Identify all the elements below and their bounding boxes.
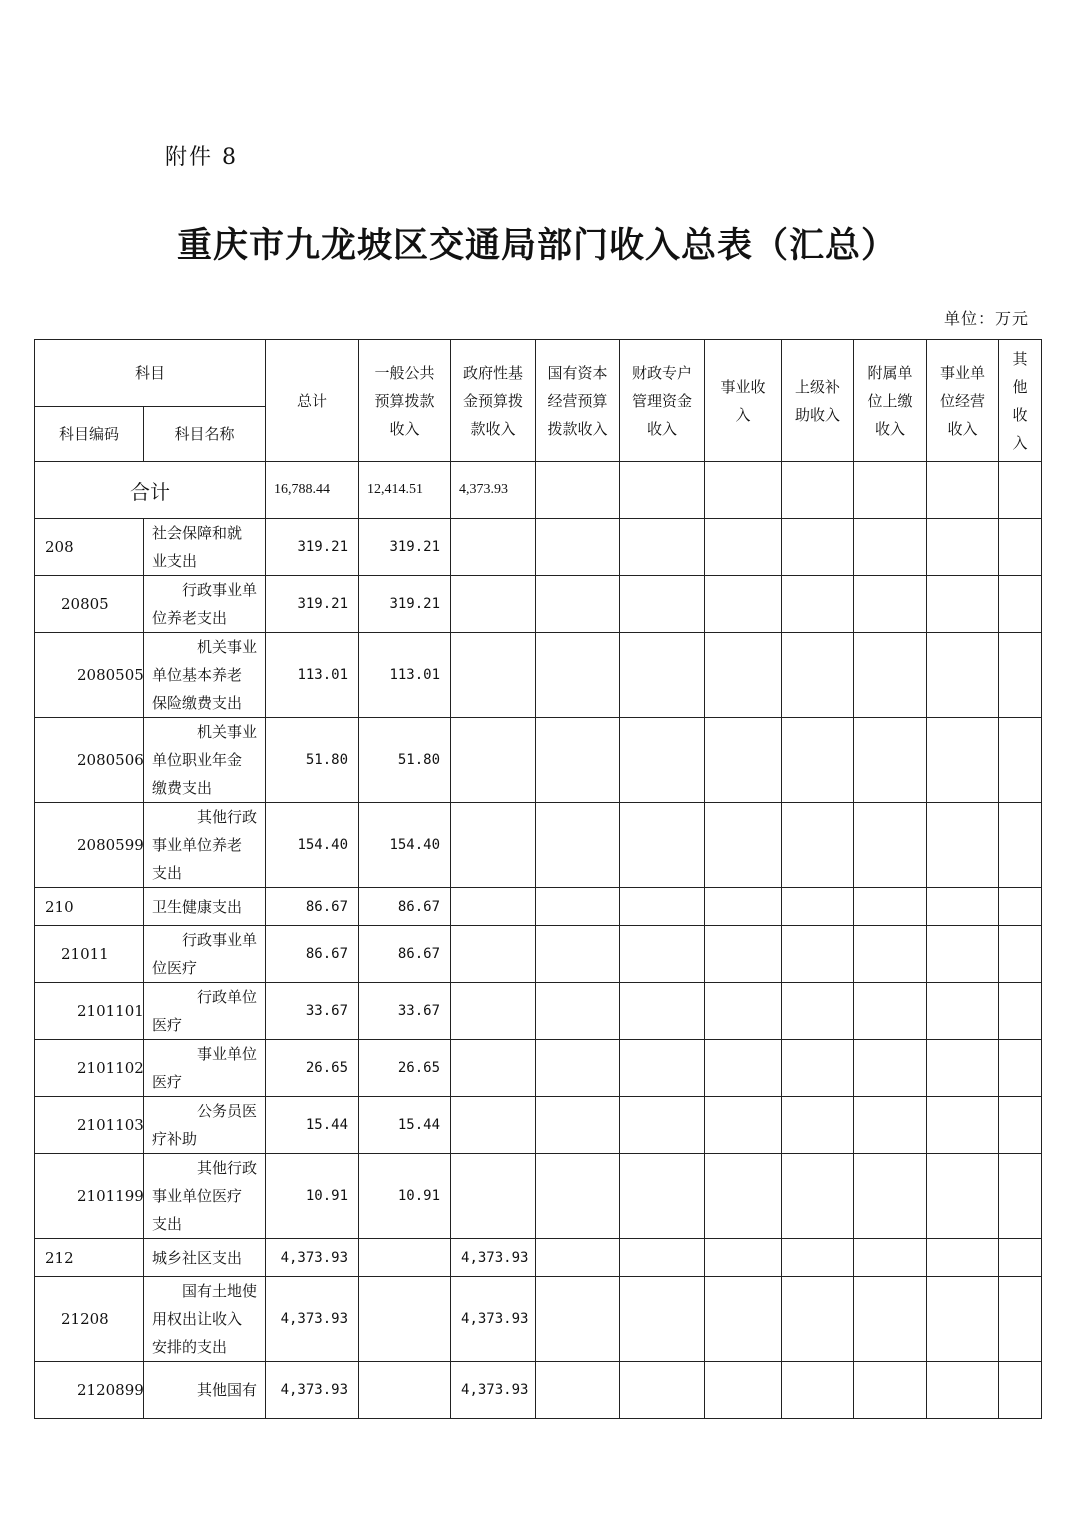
empty-cell [620,888,705,926]
empty-cell [854,1097,927,1154]
empty-cell [620,803,705,888]
header-general-budget [359,340,451,462]
row-name-line: 国有土地使 [182,1282,258,1300]
row-name [144,718,266,803]
empty-cell [782,926,854,983]
total-sum: 16,788.44 [266,462,359,519]
row-total: 319.21 [266,576,359,633]
empty-cell [782,1239,854,1277]
empty-cell [782,803,854,888]
row-name-line: 支出 [152,1215,183,1233]
empty-cell [536,633,620,718]
header-line: 政府性基 [463,363,524,382]
empty-cell [705,1277,782,1362]
table-row [35,926,1042,983]
row-general: 33.67 [359,983,451,1040]
row-name-line: 单位职业年金 [152,751,243,769]
empty-cell [782,888,854,926]
table-row [35,633,1042,718]
table-row [35,1154,1042,1239]
empty-cell [854,1277,927,1362]
row-fund [451,1040,536,1097]
row-total: 15.44 [266,1097,359,1154]
empty-cell [927,926,999,983]
row-fund: 4,373.93 [451,1362,536,1419]
header-line: 收入 [389,419,420,438]
empty-cell [620,1239,705,1277]
header-special-account [620,340,705,462]
header-line: 国有资本 [547,363,608,382]
empty-cell [999,576,1042,633]
header-line: 位上缴 [867,391,913,410]
empty-cell [782,1154,854,1239]
row-name [144,803,266,888]
row-name-line: 社会保障和就 [152,524,243,542]
empty-cell [782,519,854,576]
empty-cell [620,926,705,983]
empty-cell [620,1040,705,1097]
empty-cell [705,1040,782,1097]
row-name-line: 支出 [152,864,183,882]
table-row [35,576,1042,633]
total-label: 合计 [35,462,266,519]
header-line: 总计 [297,391,328,410]
empty-cell [782,576,854,633]
row-name-line: 城乡社区支出 [152,1248,243,1267]
empty-cell [705,1097,782,1154]
empty-cell [999,519,1042,576]
total-general: 12,414.51 [359,462,451,519]
row-general: 154.40 [359,803,451,888]
row-name [144,888,266,926]
row-fund [451,1154,536,1239]
row-code: 2080599 [35,803,144,888]
row-code: 212 [35,1239,144,1277]
empty-cell [927,1097,999,1154]
empty-cell [999,803,1042,888]
row-name-line: 事业单位医疗 [152,1187,243,1205]
table-row [35,888,1042,926]
empty-cell [999,633,1042,718]
subject-header: 科目 [35,340,266,407]
empty-cell [999,926,1042,983]
header-line: 预算拨款 [374,391,435,410]
empty-cell [536,1154,620,1239]
empty-cell [999,888,1042,926]
row-name-line: 行政单位 [197,988,258,1006]
row-name-line: 事业单位 [197,1045,258,1063]
row-total: 319.21 [266,519,359,576]
empty-cell [999,1277,1042,1362]
row-name-line: 机关事业 [197,638,258,656]
row-total: 26.65 [266,1040,359,1097]
row-code: 208 [35,519,144,576]
row-total: 154.40 [266,803,359,888]
row-total: 51.80 [266,718,359,803]
row-general: 15.44 [359,1097,451,1154]
table-row [35,803,1042,888]
empty-cell [620,519,705,576]
empty-cell [782,1097,854,1154]
row-fund [451,1097,536,1154]
table-row [35,519,1042,576]
row-name-line: 单位基本养老 [152,666,243,684]
row-name [144,1154,266,1239]
header-total [266,340,359,462]
code-header: 科目编码 [35,407,144,462]
row-total: 86.67 [266,888,359,926]
header-superior-subsidy [782,340,854,462]
empty-cell [536,926,620,983]
header-line: 入 [735,405,751,424]
row-fund [451,983,536,1040]
row-fund [451,888,536,926]
empty-cell [927,803,999,888]
row-fund [451,803,536,888]
header-line: 上级补 [795,377,841,396]
empty-cell [927,576,999,633]
row-general: 319.21 [359,576,451,633]
row-fund: 4,373.93 [451,1239,536,1277]
empty-cell [927,983,999,1040]
empty-cell [854,1040,927,1097]
row-name [144,633,266,718]
table-row [35,1362,1042,1419]
empty-cell [536,1239,620,1277]
row-general [359,1239,451,1277]
header-line: 收 [1012,405,1028,424]
row-code: 2101102 [35,1040,144,1097]
empty-cell [854,519,927,576]
header-line: 入 [1012,433,1028,452]
empty-cell [854,576,927,633]
empty-cell [999,983,1042,1040]
header-line: 财政专户 [632,363,693,382]
row-name-line: 公务员医 [197,1102,258,1120]
row-general: 51.80 [359,718,451,803]
empty-cell [782,718,854,803]
empty-cell [620,718,705,803]
empty-cell [536,462,620,519]
row-name-line: 位医疗 [152,959,198,977]
row-name-line: 机关事业 [197,723,258,741]
empty-cell [620,633,705,718]
header-line: 收入 [875,419,906,438]
empty-cell [705,1239,782,1277]
empty-cell [620,462,705,519]
empty-cell [705,718,782,803]
empty-cell [854,926,927,983]
page-title: 重庆市九龙坡区交通局部门收入总表（汇总） [176,225,897,266]
row-general: 26.65 [359,1040,451,1097]
header-line: 收入 [947,419,978,438]
empty-cell [536,1097,620,1154]
empty-cell [999,1097,1042,1154]
row-name [144,519,266,576]
row-code: 2101103 [35,1097,144,1154]
row-name-line: 业支出 [152,552,198,570]
row-name-line: 其他国有 [197,1381,258,1399]
empty-cell [536,983,620,1040]
empty-cell [854,888,927,926]
row-code: 2080506 [35,718,144,803]
row-general: 86.67 [359,926,451,983]
row-general: 319.21 [359,519,451,576]
empty-cell [536,576,620,633]
empty-cell [782,1040,854,1097]
row-name [144,576,266,633]
header-line: 拨款收入 [547,419,608,438]
header-line: 事业单 [940,363,986,382]
table-row [35,983,1042,1040]
row-general [359,1362,451,1419]
empty-cell [999,718,1042,803]
total-fund: 4,373.93 [451,462,536,519]
row-total: 33.67 [266,983,359,1040]
total-row [35,462,1042,519]
row-code: 2101101 [35,983,144,1040]
name-header: 科目名称 [144,407,266,462]
row-total: 4,373.93 [266,1277,359,1362]
row-name-line: 行政事业单 [182,931,258,949]
row-code: 2120899 [35,1362,144,1419]
empty-cell [536,1277,620,1362]
empty-cell [536,888,620,926]
row-general: 86.67 [359,888,451,926]
empty-cell [536,1040,620,1097]
empty-cell [927,888,999,926]
row-name [144,983,266,1040]
empty-cell [620,1097,705,1154]
empty-cell [782,1362,854,1419]
empty-cell [705,888,782,926]
row-code: 2080505 [35,633,144,718]
row-name [144,1239,266,1277]
row-general: 113.01 [359,633,451,718]
row-fund: 4,373.93 [451,1277,536,1362]
empty-cell [620,1154,705,1239]
empty-cell [782,462,854,519]
empty-cell [705,576,782,633]
header-line: 位经营 [940,391,986,410]
header-line: 金预算拨 [463,391,524,410]
row-total: 113.01 [266,633,359,718]
row-name-line: 保险缴费支出 [152,694,243,712]
row-name-line: 安排的支出 [152,1338,228,1356]
header-line: 附属单 [867,363,913,382]
header-line: 一般公共 [374,363,435,382]
row-total: 4,373.93 [266,1239,359,1277]
empty-cell [854,1239,927,1277]
header-business-income [705,340,782,462]
header-line: 助收入 [795,405,841,424]
row-name-line: 事业单位养老 [152,836,243,854]
row-fund [451,926,536,983]
row-name [144,1097,266,1154]
attachment-label: 附件 8 [165,145,238,170]
empty-cell [927,1362,999,1419]
empty-cell [854,462,927,519]
row-name [144,1040,266,1097]
header-line: 他 [1012,377,1028,396]
row-name-line: 行政事业单 [182,581,258,599]
empty-cell [705,462,782,519]
empty-cell [927,633,999,718]
empty-cell [854,983,927,1040]
header-business-operation [927,340,999,462]
empty-cell [536,1362,620,1419]
row-code: 21011 [35,926,144,983]
header-line: 其 [1012,349,1028,368]
table-row [35,1277,1042,1362]
empty-cell [999,1239,1042,1277]
empty-cell [999,1040,1042,1097]
row-name-line: 其他行政 [197,1159,258,1177]
header-line: 管理资金 [632,391,693,410]
row-fund [451,718,536,803]
empty-cell [705,1362,782,1419]
header-line: 款收入 [470,419,516,438]
empty-cell [705,519,782,576]
row-total: 4,373.93 [266,1362,359,1419]
empty-cell [927,1277,999,1362]
row-code: 20805 [35,576,144,633]
row-name [144,1277,266,1362]
row-fund [451,519,536,576]
table-row [35,718,1042,803]
empty-cell [782,1277,854,1362]
row-total: 86.67 [266,926,359,983]
row-name-line: 卫生健康支出 [152,897,243,916]
header-affiliated-remit [854,340,927,462]
empty-cell [536,519,620,576]
header-line: 收入 [647,419,678,438]
row-name-line: 疗补助 [152,1130,198,1148]
row-name-line: 其他行政 [197,808,258,826]
row-code: 21208 [35,1277,144,1362]
empty-cell [705,1154,782,1239]
empty-cell [620,1277,705,1362]
row-name-line: 位养老支出 [152,609,228,627]
empty-cell [854,718,927,803]
empty-cell [927,519,999,576]
empty-cell [927,462,999,519]
empty-cell [927,1239,999,1277]
empty-cell [927,1154,999,1239]
row-fund [451,576,536,633]
empty-cell [854,1154,927,1239]
row-name-line: 用权出让收入 [152,1310,243,1328]
header-other-income [999,340,1042,462]
row-name-line: 医疗 [152,1016,183,1034]
empty-cell [705,803,782,888]
header-line: 经营预算 [547,391,608,410]
empty-cell [999,1154,1042,1239]
header-state-capital [536,340,620,462]
row-total: 10.91 [266,1154,359,1239]
empty-cell [999,462,1042,519]
row-code: 210 [35,888,144,926]
row-name [144,926,266,983]
empty-cell [854,633,927,718]
empty-cell [705,983,782,1040]
header-gov-fund [451,340,536,462]
empty-cell [927,718,999,803]
empty-cell [782,983,854,1040]
empty-cell [854,803,927,888]
empty-cell [999,1362,1042,1419]
empty-cell [536,803,620,888]
header-line: 事业收 [720,377,766,396]
empty-cell [620,576,705,633]
row-name-line: 缴费支出 [152,779,213,797]
row-general: 10.91 [359,1154,451,1239]
table-row [35,1239,1042,1277]
row-code: 2101199 [35,1154,144,1239]
empty-cell [705,926,782,983]
row-general [359,1277,451,1362]
empty-cell [854,1362,927,1419]
row-name [144,1362,266,1419]
unit-label: 单位：万元 [943,309,1029,328]
empty-cell [705,633,782,718]
empty-cell [927,1040,999,1097]
income-table [34,339,1042,1419]
empty-cell [782,633,854,718]
row-fund [451,633,536,718]
table-row [35,1040,1042,1097]
empty-cell [620,1362,705,1419]
row-name-line: 医疗 [152,1073,183,1091]
empty-cell [620,983,705,1040]
empty-cell [536,718,620,803]
table-row [35,1097,1042,1154]
